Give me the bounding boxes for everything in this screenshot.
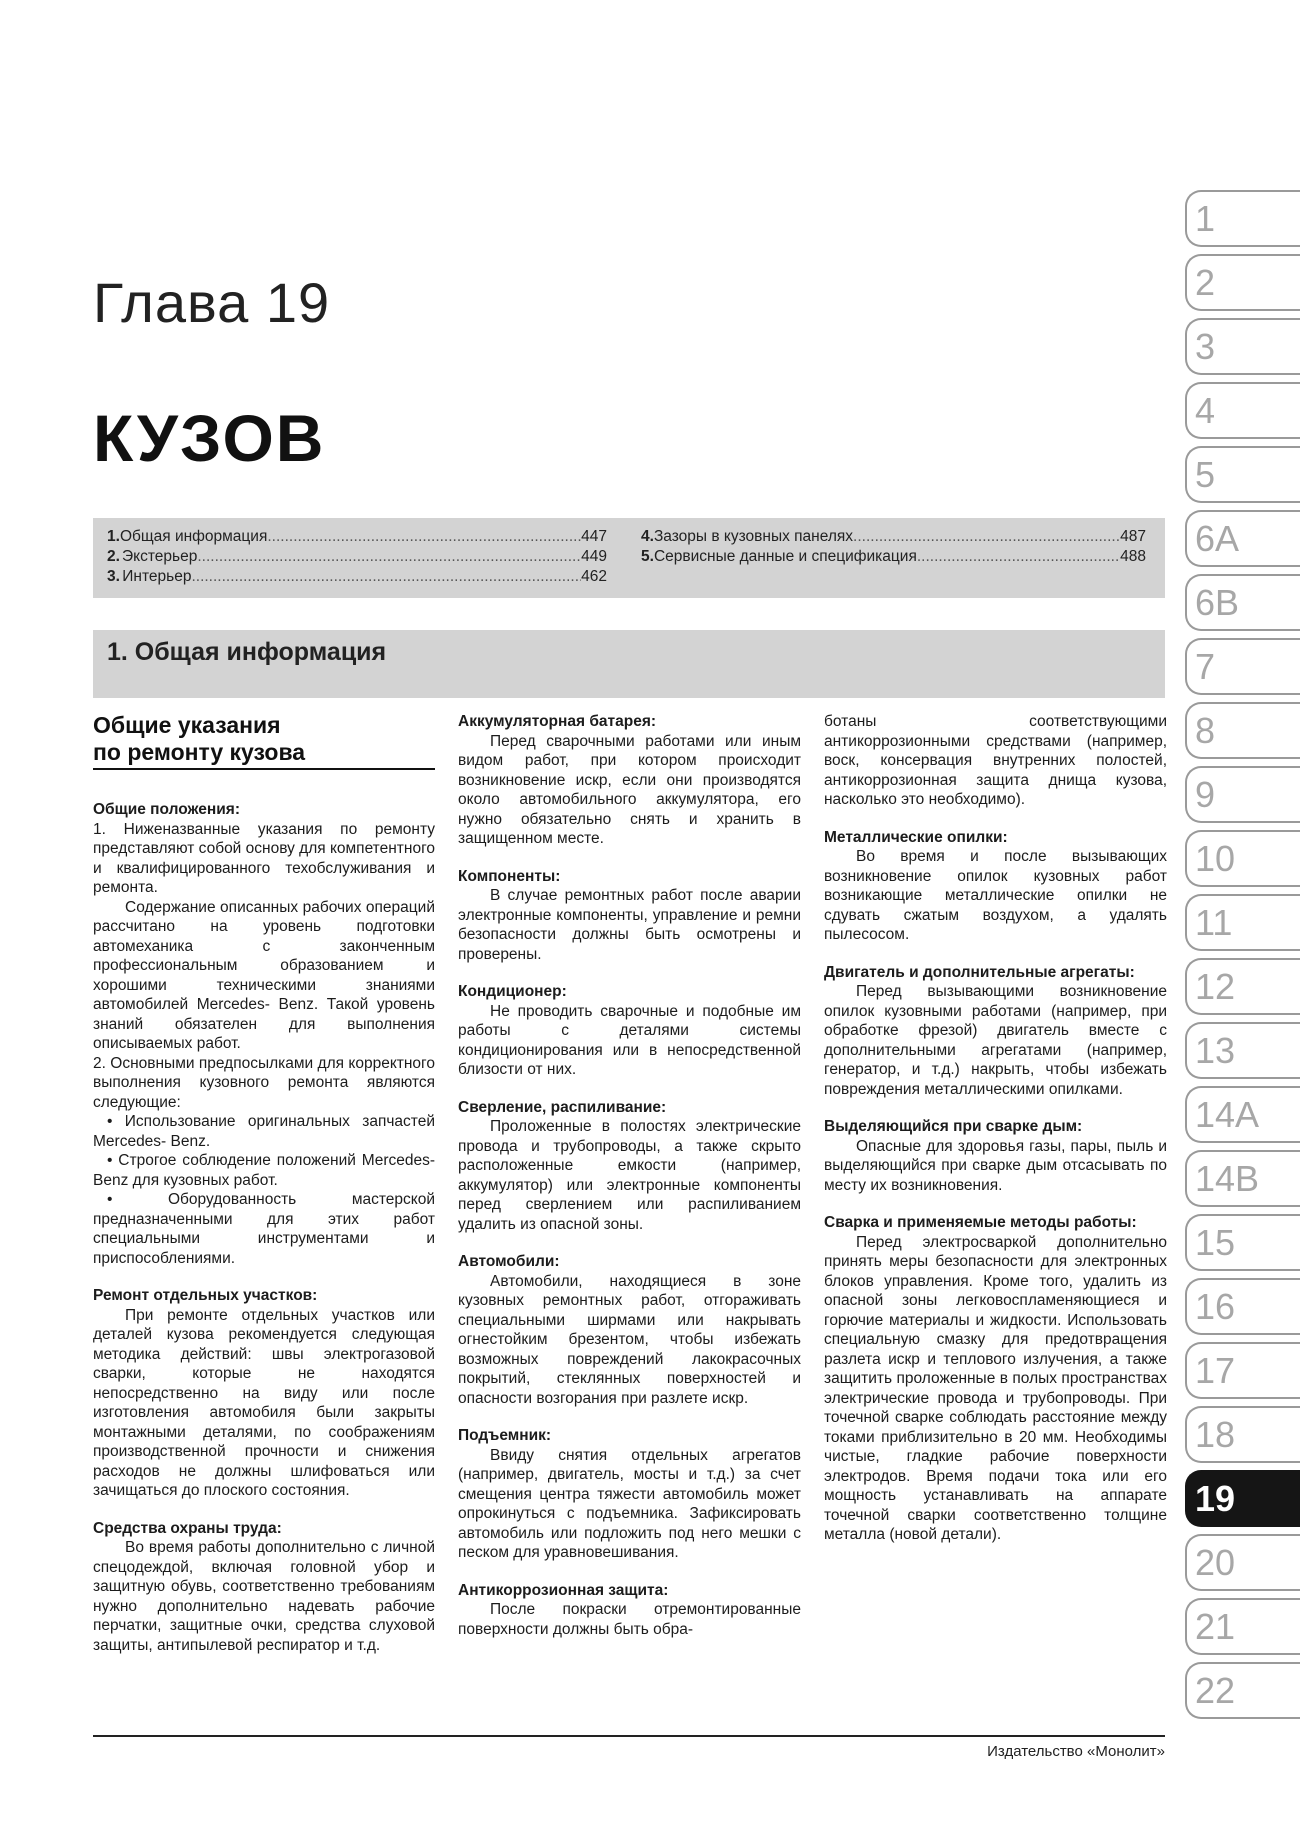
toc-page: 487 bbox=[1120, 528, 1146, 545]
toc-leader bbox=[917, 547, 1120, 567]
toc-number: 4. bbox=[641, 528, 654, 545]
chapter-tab-14b[interactable]: 14B bbox=[1185, 1150, 1300, 1207]
toc-title: Сервисные данные и спецификация bbox=[653, 548, 917, 565]
column-heading bbox=[93, 712, 435, 770]
section-header-bar bbox=[93, 630, 1165, 698]
chapter-tab-17[interactable]: 17 bbox=[1185, 1342, 1300, 1399]
text-column-3 bbox=[824, 712, 1167, 1545]
subheading-anticorrosion: Антикоррозионная защита: bbox=[458, 1581, 669, 1599]
toc-number: 1. bbox=[107, 528, 120, 545]
chapter-tab-21[interactable]: 21 bbox=[1185, 1598, 1300, 1655]
subheading-lift: Подъемник: bbox=[458, 1427, 552, 1444]
toc-leader bbox=[853, 527, 1120, 547]
subheading-filings: Металлические опилки: bbox=[824, 828, 1008, 846]
toc-page: 488 bbox=[1120, 548, 1146, 565]
chapter-tab-16[interactable]: 16 bbox=[1185, 1278, 1300, 1335]
paragraph: Перед сварочными работами или иным видом работ, при котором происходит возникновение искр, если они производятся около автомобильного аккумулятора, его нужно обязательно снять и хранить в защищенном месте. bbox=[458, 732, 801, 847]
subheading-cars: Автомобили: bbox=[458, 1253, 560, 1270]
chapter-tab-12[interactable]: 12 bbox=[1185, 958, 1300, 1015]
subheading-welding: Сварка и применяемые методы работы: bbox=[824, 1214, 1137, 1231]
table-of-contents bbox=[93, 518, 1165, 598]
toc-leader bbox=[191, 567, 581, 587]
chapter-tab-8[interactable]: 8 bbox=[1185, 702, 1300, 759]
chapter-tab-10[interactable]: 10 bbox=[1185, 830, 1300, 887]
chapter-title: КУЗОВ bbox=[93, 401, 326, 475]
toc-item[interactable] bbox=[107, 527, 607, 547]
toc-page: 447 bbox=[581, 528, 607, 545]
subheading-general: Общие положения: bbox=[93, 801, 241, 818]
toc-title: Зазоры в кузовных панелях bbox=[653, 528, 854, 545]
paragraph: Во время работы дополнительно с личной спецодеждой, включая головной убор и защитную обувь, соответственно требованиям нужно дополнительно надевать рабочие перчатки, защитные очки, средства слуховой защиты, антипылевой респиратор и т.д. bbox=[93, 1539, 435, 1654]
toc-item[interactable] bbox=[107, 567, 607, 587]
column-heading-line-1: Общие указания bbox=[93, 712, 281, 738]
chapter-tab-6b[interactable]: 6B bbox=[1185, 574, 1300, 631]
chapter-tab-20[interactable]: 20 bbox=[1185, 1534, 1300, 1591]
toc-number: 3. bbox=[107, 568, 120, 585]
paragraph: В случае ремонтных работ после аварии электронные компоненты, управление и ремни безопасности должны быть осмотрены и проверены. bbox=[458, 887, 801, 963]
text-column-1 bbox=[93, 712, 435, 1655]
chapter-tab-9[interactable]: 9 bbox=[1185, 766, 1300, 823]
footer-divider bbox=[93, 1735, 1165, 1737]
toc-title: Экстерьер bbox=[122, 548, 198, 565]
chapter-tab-3[interactable]: 3 bbox=[1185, 318, 1300, 375]
paragraph: Перед вызывающими возникновение опилок кузовными работами (например, при обработке фрезой) двигатель вместе с дополнительными агрегатами (например, генератор, и т.д.) накрыть, чтобы избежать повреждения металлическими опилками. bbox=[824, 983, 1167, 1098]
chapter-tab-18[interactable]: 18 bbox=[1185, 1406, 1300, 1463]
chapter-tab-5[interactable]: 5 bbox=[1185, 446, 1300, 503]
toc-title: Общая информация bbox=[119, 528, 268, 545]
paragraph: Не проводить сварочные и подобные им работы с деталями системы кондиционирования или в непосредственной близости от них. bbox=[458, 1002, 801, 1078]
paragraph: Во время и после вызывающих возникновение опилок кузовных работ возникающие металлические опилки не сдувать сжатым воздухом, а удалять пылесосом. bbox=[824, 848, 1167, 943]
chapter-tab-2[interactable]: 2 bbox=[1185, 254, 1300, 311]
section-title: 1. Общая информация bbox=[107, 638, 387, 666]
chapter-tab-11[interactable]: 11 bbox=[1185, 894, 1300, 951]
subheading-repair: Ремонт отдельных участков: bbox=[93, 1287, 318, 1304]
subheading-drilling: Сверление, распиливание: bbox=[458, 1098, 667, 1116]
toc-title: Интерьер bbox=[122, 568, 192, 585]
chapter-label: Глава 19 bbox=[93, 271, 331, 334]
toc-leader bbox=[267, 527, 581, 547]
subheading-battery: Аккумуляторная батарея: bbox=[458, 713, 657, 730]
publisher-label: Издательство «Монолит» bbox=[987, 1743, 1165, 1760]
subheading-ac: Кондиционер: bbox=[458, 983, 567, 1000]
toc-column-right bbox=[641, 527, 1146, 567]
bullet-item: • Строгое соблюдение положений Mercedes-Benz для кузовных работ. bbox=[93, 1152, 435, 1189]
chapter-tab-7[interactable]: 7 bbox=[1185, 638, 1300, 695]
chapter-tab-19[interactable]: 19 bbox=[1185, 1470, 1300, 1527]
subheading-smoke: Выделяющийся при сварке дым: bbox=[824, 1118, 1083, 1135]
paragraph: При ремонте отдельных участков или деталей кузова рекомендуется следующая методика действий: швы электрогазовой сварки, которые не находятся непосредственно на виду или после изготовления автомобиля были закрыты монтажными деталями, по соображениям производственной прочности и снижения расходов не должны шлифоваться или зачищаться до плоского состояния. bbox=[93, 1306, 435, 1499]
paragraph: После покраски отремонтированные поверхности должны быть обра- bbox=[458, 1601, 801, 1638]
chapter-tab-4[interactable]: 4 bbox=[1185, 382, 1300, 439]
paragraph: Содержание описанных рабочих операций рассчитано на уровень подготовки автомеханика с законченным профессиональным образованием и хорошими техническими знаниями автомобилей Mercedes- Benz. Такой уровень знаний обязателен для выполнения описываемых работ. bbox=[93, 898, 435, 1052]
chapter-tab-1[interactable]: 1 bbox=[1185, 190, 1300, 247]
toc-item[interactable] bbox=[107, 547, 607, 567]
paragraph: Опасные для здоровья газы, пары, пыль и выделяющийся при сварке дым отсасывать по месту их возникновения. bbox=[824, 1137, 1167, 1194]
chapter-tab-15[interactable]: 15 bbox=[1185, 1214, 1300, 1271]
toc-leader bbox=[197, 547, 581, 567]
subheading-engine: Двигатель и дополнительные агрегаты: bbox=[824, 963, 1135, 981]
subheading-components: Компоненты: bbox=[458, 867, 561, 885]
paragraph: Автомобили, находящиеся в зоне кузовных ремонтных работ, отгораживать специальными ширмами или накрывать огнестойким брезентом, чтобы избежать возможных повреждений лакокрасочных покрытий, стеклянных поверхностей и опасности возгорания при разлете искр. bbox=[458, 1272, 801, 1407]
chapter-tab-22[interactable]: 22 bbox=[1185, 1662, 1300, 1719]
chapter-tab-6a[interactable]: 6A bbox=[1185, 510, 1300, 567]
paragraph: 1. Ниженазванные указания по ремонту представляют собой основу для компетентного и квалифицированного техобслуживания и ремонта. bbox=[93, 820, 435, 896]
subheading-safety: Средства охраны труда: bbox=[93, 1519, 282, 1537]
toc-number: 2. bbox=[107, 548, 120, 565]
paragraph: Проложенные в полостях электрические провода и трубопроводы, а также скрыто расположенные емкости (например, аккумулятор) или электронные компоненты перед сверлением или распиливанием удалить из опасной зоны. bbox=[458, 1118, 801, 1233]
paragraph: Ввиду снятия отдельных агрегатов (например, двигатель, мосты и т.д.) за счет смещения центра тяжести автомобиль может опрокинуться с подъемника. Зафиксировать автомобиль или подложить под него мешки с песком для уравновешивания. bbox=[458, 1446, 801, 1561]
toc-page: 449 bbox=[581, 548, 607, 565]
chapter-tab-14a[interactable]: 14A bbox=[1185, 1086, 1300, 1143]
chapter-tab-13[interactable]: 13 bbox=[1185, 1022, 1300, 1079]
toc-column-left bbox=[107, 527, 607, 587]
text-column-2 bbox=[458, 712, 801, 1639]
paragraph: ботаны соответствующими антикоррозионными средствами (например, воск, консервация внутренних полостей, антикоррозионная защита днища кузова, насколько это необходимо). bbox=[824, 713, 1167, 808]
bullet-item: • Использование оригинальных запчастей Mercedes- Benz. bbox=[93, 1113, 435, 1150]
paragraph: 2. Основными предпосылками для корректного выполнения кузовного ремонта являются следующие: bbox=[93, 1054, 435, 1111]
toc-item[interactable] bbox=[641, 547, 1146, 567]
paragraph: Перед электросваркой дополнительно принять меры безопасности для электронных блоков управления. Кроме того, удалить из опасной зоны легковоспламеняющиеся и горючие материалы и жидкости. Использовать специальную смазку для предотвращения разлета искр и теплового излучения, а также защитить проложенные в полых пространствах электрические провода и трубопроводы. При точечной сварке соблюдать расстояние между токами приблизительно в 20 мм. Необходимы чистые, гладкие рабочие поверхности электродов. Время подачи тока или его мощность устанавливать на аппарате точечной сварки соответственно толщине металла (новой детали). bbox=[824, 1233, 1167, 1543]
bullet-item: • Оборудованность мастерской предназначенными для этих работ специальными инструментами и приспособлениями. bbox=[93, 1191, 435, 1267]
toc-item[interactable] bbox=[641, 527, 1146, 547]
column-heading-line-2: по ремонту кузова bbox=[93, 739, 306, 765]
toc-number: 5. bbox=[641, 548, 654, 565]
toc-page: 462 bbox=[581, 568, 607, 585]
